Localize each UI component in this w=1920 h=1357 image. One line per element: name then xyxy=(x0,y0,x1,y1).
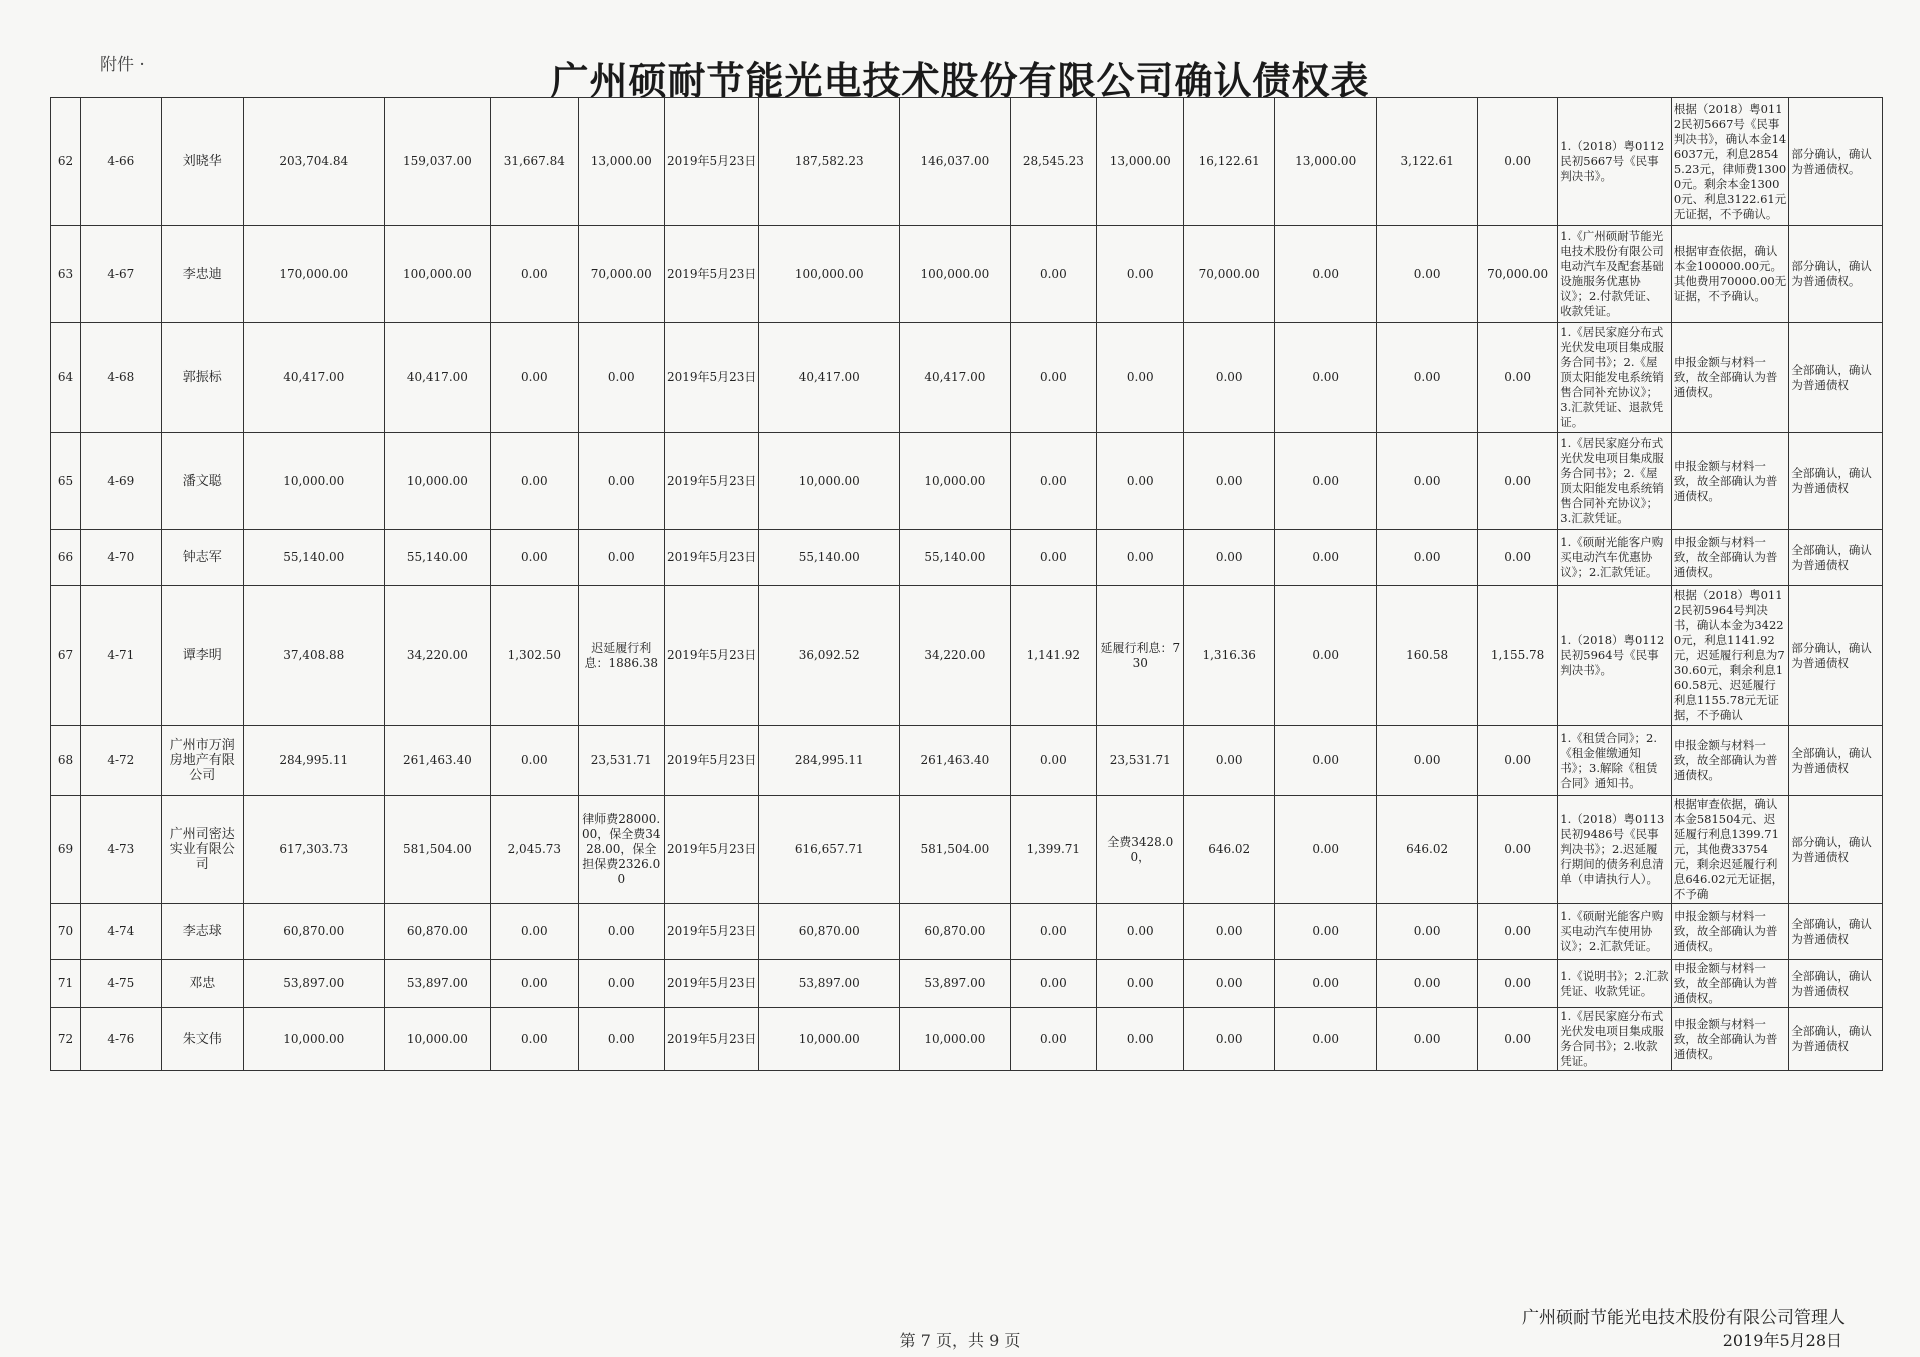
review-reason-cell: 申报金额与材料一致，故全部确认为普通债权。 xyxy=(1671,726,1789,796)
table-row xyxy=(51,726,1883,796)
review-date-cell: 2019年5月23日 xyxy=(664,226,758,323)
unconfirmed-other-cell: 0.00 xyxy=(1477,530,1557,586)
unconfirmed-interest-cell: 3,122.61 xyxy=(1377,98,1477,226)
confirmed-principal-cell: 10,000.00 xyxy=(900,433,1011,530)
review-date-cell: 2019年5月23日 xyxy=(664,1008,758,1071)
unconfirmed-other-cell: 0.00 xyxy=(1477,98,1557,226)
seq-cell: 72 xyxy=(51,1008,81,1071)
claims-table xyxy=(50,97,1883,1071)
declared-total-cell: 40,417.00 xyxy=(243,323,384,433)
unconfirmed-total-cell: 16,122.61 xyxy=(1184,98,1274,226)
confirmed-principal-cell: 10,000.00 xyxy=(900,1008,1011,1071)
unconfirmed-total-cell: 0.00 xyxy=(1184,323,1274,433)
review-result-cell: 全部确认，确认为普通债权 xyxy=(1789,904,1883,960)
declared-principal-cell: 100,000.00 xyxy=(384,226,491,323)
declared-other-cell: 0.00 xyxy=(578,1008,664,1071)
confirmed-interest-cell: 0.00 xyxy=(1010,323,1096,433)
declared-interest-cell: 31,667.84 xyxy=(491,98,578,226)
claim-no-cell: 4-69 xyxy=(81,433,161,530)
confirmed-total-cell: 284,995.11 xyxy=(759,726,900,796)
seq-cell: 66 xyxy=(51,530,81,586)
unconfirmed-interest-cell: 0.00 xyxy=(1377,226,1477,323)
review-date-cell: 2019年5月23日 xyxy=(664,960,758,1008)
declared-principal-cell: 159,037.00 xyxy=(384,98,491,226)
unconfirmed-other-cell: 70,000.00 xyxy=(1477,226,1557,323)
unconfirmed-interest-cell: 0.00 xyxy=(1377,433,1477,530)
confirmed-interest-cell: 0.00 xyxy=(1010,904,1096,960)
unconfirmed-other-cell: 0.00 xyxy=(1477,960,1557,1008)
declared-total-cell: 284,995.11 xyxy=(243,726,384,796)
seq-cell: 67 xyxy=(51,586,81,726)
unconfirmed-interest-cell: 0.00 xyxy=(1377,960,1477,1008)
claim-no-cell: 4-66 xyxy=(81,98,161,226)
declared-total-cell: 170,000.00 xyxy=(243,226,384,323)
claim-no-cell: 4-75 xyxy=(81,960,161,1008)
confirmed-total-cell: 60,870.00 xyxy=(759,904,900,960)
confirmed-other-cell: 0.00 xyxy=(1097,226,1184,323)
confirmed-other-cell: 0.00 xyxy=(1097,433,1184,530)
declared-other-cell: 23,531.71 xyxy=(578,726,664,796)
confirmed-total-cell: 10,000.00 xyxy=(759,1008,900,1071)
declared-interest-cell: 0.00 xyxy=(491,960,578,1008)
declared-interest-cell: 0.00 xyxy=(491,323,578,433)
seq-cell: 64 xyxy=(51,323,81,433)
unconfirmed-total-cell: 646.02 xyxy=(1184,796,1274,904)
seq-cell: 69 xyxy=(51,796,81,904)
administrator-name: 广州硕耐节能光电技术股份有限公司管理人 xyxy=(1522,1308,1845,1328)
confirmed-other-cell: 0.00 xyxy=(1097,904,1184,960)
seq-cell: 62 xyxy=(51,98,81,226)
creditor-name-cell: 李忠迪 xyxy=(161,226,243,323)
table-row xyxy=(51,323,1883,433)
unconfirmed-principal-cell: 0.00 xyxy=(1274,726,1377,796)
unconfirmed-other-cell: 1,155.78 xyxy=(1477,586,1557,726)
review-result-cell: 全部确认，确认为普通债权 xyxy=(1789,960,1883,1008)
confirmed-interest-cell: 1,141.92 xyxy=(1010,586,1096,726)
declared-principal-cell: 581,504.00 xyxy=(384,796,491,904)
table-row xyxy=(51,98,1883,226)
seq-cell: 71 xyxy=(51,960,81,1008)
unconfirmed-principal-cell: 0.00 xyxy=(1274,586,1377,726)
declared-other-cell: 律师费28000.00，保全费3428.00，保全担保费2326.00 xyxy=(578,796,664,904)
evidence-cell: 1.（2018）粤0112民初5667号《民事判决书》。 xyxy=(1558,98,1672,226)
review-reason-cell: 申报金额与材料一致，故全部确认为普通债权。 xyxy=(1671,433,1789,530)
table-row xyxy=(51,586,1883,726)
creditor-name-cell: 朱文伟 xyxy=(161,1008,243,1071)
table-row xyxy=(51,530,1883,586)
declared-other-cell: 0.00 xyxy=(578,904,664,960)
confirmed-interest-cell: 0.00 xyxy=(1010,530,1096,586)
unconfirmed-principal-cell: 0.00 xyxy=(1274,904,1377,960)
declared-total-cell: 37,408.88 xyxy=(243,586,384,726)
evidence-cell: 1.（2018）粤0112民初5964号《民事判决书》。 xyxy=(1558,586,1672,726)
table-row xyxy=(51,1008,1883,1071)
page-number: 第 7 页，共 9 页 xyxy=(899,1331,1021,1350)
declared-principal-cell: 55,140.00 xyxy=(384,530,491,586)
confirmed-other-cell: 0.00 xyxy=(1097,323,1184,433)
creditor-name-cell: 李志球 xyxy=(161,904,243,960)
declared-interest-cell: 1,302.50 xyxy=(491,586,578,726)
unconfirmed-principal-cell: 0.00 xyxy=(1274,323,1377,433)
confirmed-principal-cell: 261,463.40 xyxy=(900,726,1011,796)
declared-other-cell: 13,000.00 xyxy=(578,98,664,226)
confirmed-principal-cell: 581,504.00 xyxy=(900,796,1011,904)
review-date-cell: 2019年5月23日 xyxy=(664,726,758,796)
unconfirmed-interest-cell: 160.58 xyxy=(1377,586,1477,726)
evidence-cell: 1.《广州硕耐节能光电技术股份有限公司电动汽车及配套基础设施服务优惠协议》；2.付款凭证、收款凭证。 xyxy=(1558,226,1672,323)
confirmed-interest-cell: 0.00 xyxy=(1010,226,1096,323)
attachment-label: 附件 · xyxy=(100,55,145,75)
review-date-cell: 2019年5月23日 xyxy=(664,433,758,530)
confirmed-total-cell: 36,092.52 xyxy=(759,586,900,726)
declared-interest-cell: 0.00 xyxy=(491,1008,578,1071)
claim-no-cell: 4-73 xyxy=(81,796,161,904)
claim-no-cell: 4-70 xyxy=(81,530,161,586)
declared-other-cell: 0.00 xyxy=(578,323,664,433)
confirmed-other-cell: 0.00 xyxy=(1097,530,1184,586)
declared-interest-cell: 0.00 xyxy=(491,530,578,586)
confirmed-principal-cell: 40,417.00 xyxy=(900,323,1011,433)
unconfirmed-interest-cell: 0.00 xyxy=(1377,726,1477,796)
confirmed-total-cell: 53,897.00 xyxy=(759,960,900,1008)
evidence-cell: 1.《说明书》；2.汇款凭证、收款凭证。 xyxy=(1558,960,1672,1008)
review-date-cell: 2019年5月23日 xyxy=(664,904,758,960)
declared-principal-cell: 40,417.00 xyxy=(384,323,491,433)
review-date-cell: 2019年5月23日 xyxy=(664,323,758,433)
creditor-name-cell: 邓忠 xyxy=(161,960,243,1008)
creditor-name-cell: 谭李明 xyxy=(161,586,243,726)
evidence-cell: 1.（2018）粤0113民初9486号《民事判决书》；2.迟延履行期间的债务利息清单（申请执行人）。 xyxy=(1558,796,1672,904)
unconfirmed-total-cell: 1,316.36 xyxy=(1184,586,1274,726)
unconfirmed-other-cell: 0.00 xyxy=(1477,726,1557,796)
declared-principal-cell: 10,000.00 xyxy=(384,433,491,530)
review-reason-cell: 申报金额与材料一致，故全部确认为普通债权。 xyxy=(1671,904,1789,960)
unconfirmed-principal-cell: 0.00 xyxy=(1274,226,1377,323)
unconfirmed-other-cell: 0.00 xyxy=(1477,433,1557,530)
declared-total-cell: 60,870.00 xyxy=(243,904,384,960)
confirmed-other-cell: 23,531.71 xyxy=(1097,726,1184,796)
declared-interest-cell: 0.00 xyxy=(491,226,578,323)
declared-interest-cell: 0.00 xyxy=(491,726,578,796)
evidence-cell: 1.《居民家庭分布式光伏发电项目集成服务合同书》；2.《屋顶太阳能发电系统销售合同补充协议》；3.汇款凭证。 xyxy=(1558,433,1672,530)
confirmed-other-cell: 延履行利息：730 xyxy=(1097,586,1184,726)
review-reason-cell: 申报金额与材料一致，故全部确认为普通债权。 xyxy=(1671,323,1789,433)
seq-cell: 70 xyxy=(51,904,81,960)
confirmed-interest-cell: 0.00 xyxy=(1010,1008,1096,1071)
unconfirmed-total-cell: 70,000.00 xyxy=(1184,226,1274,323)
evidence-cell: 1.《租赁合同》；2.《租金催缴通知书》；3.解除《租赁合同》通知书。 xyxy=(1558,726,1672,796)
declared-other-cell: 70,000.00 xyxy=(578,226,664,323)
unconfirmed-interest-cell: 0.00 xyxy=(1377,323,1477,433)
unconfirmed-interest-cell: 0.00 xyxy=(1377,1008,1477,1071)
evidence-cell: 1.《居民家庭分布式光伏发电项目集成服务合同书》；2.《屋顶太阳能发电系统销售合同补充协议》；3.汇款凭证、退款凭证。 xyxy=(1558,323,1672,433)
unconfirmed-total-cell: 0.00 xyxy=(1184,726,1274,796)
review-result-cell: 部分确认，确认为普通债权。 xyxy=(1789,98,1883,226)
confirmed-interest-cell: 0.00 xyxy=(1010,433,1096,530)
review-reason-cell: 根据审查依据，确认本金100000.00元。其他费用70000.00无证据，不予确认。 xyxy=(1671,226,1789,323)
declared-total-cell: 10,000.00 xyxy=(243,1008,384,1071)
seq-cell: 63 xyxy=(51,226,81,323)
declared-other-cell: 0.00 xyxy=(578,960,664,1008)
unconfirmed-interest-cell: 0.00 xyxy=(1377,530,1477,586)
confirmed-other-cell: 13,000.00 xyxy=(1097,98,1184,226)
table-row xyxy=(51,904,1883,960)
confirmed-interest-cell: 28,545.23 xyxy=(1010,98,1096,226)
review-reason-cell: 根据审查依据，确认本金581504元、迟延履行利息1399.71元，其他费33754元，剩余迟延履行利息646.02元无证据，不予确 xyxy=(1671,796,1789,904)
unconfirmed-other-cell: 0.00 xyxy=(1477,323,1557,433)
confirmed-total-cell: 187,582.23 xyxy=(759,98,900,226)
review-result-cell: 部分确认，确认为普通债权。 xyxy=(1789,226,1883,323)
declared-interest-cell: 0.00 xyxy=(491,904,578,960)
confirmed-principal-cell: 53,897.00 xyxy=(900,960,1011,1008)
unconfirmed-principal-cell: 0.00 xyxy=(1274,1008,1377,1071)
confirmed-total-cell: 616,657.71 xyxy=(759,796,900,904)
review-reason-cell: 申报金额与材料一致，故全部确认为普通债权。 xyxy=(1671,530,1789,586)
confirmed-total-cell: 100,000.00 xyxy=(759,226,900,323)
unconfirmed-principal-cell: 0.00 xyxy=(1274,960,1377,1008)
unconfirmed-other-cell: 0.00 xyxy=(1477,1008,1557,1071)
evidence-cell: 1.《居民家庭分布式光伏发电项目集成服务合同书》；2.收款凭证。 xyxy=(1558,1008,1672,1071)
claim-no-cell: 4-68 xyxy=(81,323,161,433)
seq-cell: 65 xyxy=(51,433,81,530)
unconfirmed-interest-cell: 646.02 xyxy=(1377,796,1477,904)
confirmed-principal-cell: 146,037.00 xyxy=(900,98,1011,226)
unconfirmed-total-cell: 0.00 xyxy=(1184,1008,1274,1071)
unconfirmed-total-cell: 0.00 xyxy=(1184,960,1274,1008)
declared-other-cell: 0.00 xyxy=(578,530,664,586)
unconfirmed-total-cell: 0.00 xyxy=(1184,433,1274,530)
review-result-cell: 部分确认，确认为普通债权 xyxy=(1789,796,1883,904)
confirmed-principal-cell: 34,220.00 xyxy=(900,586,1011,726)
creditor-name-cell: 郭振标 xyxy=(161,323,243,433)
declared-other-cell: 迟延履行利息：1886.38 xyxy=(578,586,664,726)
creditor-name-cell: 刘晓华 xyxy=(161,98,243,226)
evidence-cell: 1.《硕耐光能客户购买电动汽车优惠协议》；2.汇款凭证。 xyxy=(1558,530,1672,586)
review-result-cell: 全部确认，确认为普通债权 xyxy=(1789,1008,1883,1071)
unconfirmed-principal-cell: 0.00 xyxy=(1274,433,1377,530)
creditor-name-cell: 潘文聪 xyxy=(161,433,243,530)
review-result-cell: 全部确认，确认为普通债权 xyxy=(1789,530,1883,586)
review-result-cell: 全部确认，确认为普通债权 xyxy=(1789,323,1883,433)
confirmed-interest-cell: 0.00 xyxy=(1010,726,1096,796)
unconfirmed-principal-cell: 0.00 xyxy=(1274,796,1377,904)
footer-date: 2019年5月28日 xyxy=(1722,1331,1842,1350)
review-result-cell: 全部确认，确认为普通债权 xyxy=(1789,726,1883,796)
confirmed-total-cell: 55,140.00 xyxy=(759,530,900,586)
review-reason-cell: 根据（2018）粤0112民初5667号《民事判决书》，确认本金146037元，利息28545.23元，律师费13000元。剩余本金13000元、利息3122.61元无证据，不予确认。 xyxy=(1671,98,1789,226)
unconfirmed-interest-cell: 0.00 xyxy=(1377,904,1477,960)
confirmed-other-cell: 0.00 xyxy=(1097,1008,1184,1071)
review-reason-cell: 申报金额与材料一致，故全部确认为普通债权。 xyxy=(1671,1008,1789,1071)
table-row xyxy=(51,226,1883,323)
claim-no-cell: 4-74 xyxy=(81,904,161,960)
declared-interest-cell: 2,045.73 xyxy=(491,796,578,904)
declared-interest-cell: 0.00 xyxy=(491,433,578,530)
review-date-cell: 2019年5月23日 xyxy=(664,586,758,726)
review-reason-cell: 根据（2018）粤0112民初5964号判决书，确认本金为34220元，利息1141.92元，迟延履行利息为730.60元，剩余利息160.58元、迟延履行利息1155.78元无证据，不予确认 xyxy=(1671,586,1789,726)
unconfirmed-other-cell: 0.00 xyxy=(1477,796,1557,904)
confirmed-principal-cell: 100,000.00 xyxy=(900,226,1011,323)
review-date-cell: 2019年5月23日 xyxy=(664,530,758,586)
unconfirmed-principal-cell: 0.00 xyxy=(1274,530,1377,586)
creditor-name-cell: 广州司密达实业有限公司 xyxy=(161,796,243,904)
claim-no-cell: 4-76 xyxy=(81,1008,161,1071)
confirmed-principal-cell: 60,870.00 xyxy=(900,904,1011,960)
confirmed-total-cell: 10,000.00 xyxy=(759,433,900,530)
claim-no-cell: 4-72 xyxy=(81,726,161,796)
seq-cell: 68 xyxy=(51,726,81,796)
declared-total-cell: 10,000.00 xyxy=(243,433,384,530)
table-row xyxy=(51,960,1883,1008)
confirmed-total-cell: 40,417.00 xyxy=(759,323,900,433)
declared-principal-cell: 34,220.00 xyxy=(384,586,491,726)
claim-no-cell: 4-71 xyxy=(81,586,161,726)
confirmed-interest-cell: 0.00 xyxy=(1010,960,1096,1008)
evidence-cell: 1.《硕耐光能客户购买电动汽车使用协议》；2.汇款凭证。 xyxy=(1558,904,1672,960)
creditor-name-cell: 广州市万润房地产有限公司 xyxy=(161,726,243,796)
claim-no-cell: 4-67 xyxy=(81,226,161,323)
confirmed-principal-cell: 55,140.00 xyxy=(900,530,1011,586)
review-date-cell: 2019年5月23日 xyxy=(664,98,758,226)
unconfirmed-other-cell: 0.00 xyxy=(1477,904,1557,960)
declared-total-cell: 203,704.84 xyxy=(243,98,384,226)
confirmed-interest-cell: 1,399.71 xyxy=(1010,796,1096,904)
declared-total-cell: 55,140.00 xyxy=(243,530,384,586)
review-reason-cell: 申报金额与材料一致，故全部确认为普通债权。 xyxy=(1671,960,1789,1008)
creditor-name-cell: 钟志军 xyxy=(161,530,243,586)
declared-total-cell: 617,303.73 xyxy=(243,796,384,904)
declared-principal-cell: 60,870.00 xyxy=(384,904,491,960)
confirmed-other-cell: 0.00 xyxy=(1097,960,1184,1008)
declared-principal-cell: 10,000.00 xyxy=(384,1008,491,1071)
unconfirmed-total-cell: 0.00 xyxy=(1184,530,1274,586)
declared-total-cell: 53,897.00 xyxy=(243,960,384,1008)
unconfirmed-principal-cell: 13,000.00 xyxy=(1274,98,1377,226)
claims-body xyxy=(51,98,1883,1071)
review-result-cell: 全部确认，确认为普通债权 xyxy=(1789,433,1883,530)
declared-other-cell: 0.00 xyxy=(578,433,664,530)
review-date-cell: 2019年5月23日 xyxy=(664,796,758,904)
table-row xyxy=(51,796,1883,904)
table-row xyxy=(51,433,1883,530)
unconfirmed-total-cell: 0.00 xyxy=(1184,904,1274,960)
declared-principal-cell: 53,897.00 xyxy=(384,960,491,1008)
declared-principal-cell: 261,463.40 xyxy=(384,726,491,796)
confirmed-other-cell: 全费3428.00， xyxy=(1097,796,1184,904)
page-title: 广州硕耐节能光电技术股份有限公司确认债权表 xyxy=(550,58,1370,103)
review-result-cell: 部分确认，确认为普通债权 xyxy=(1789,586,1883,726)
